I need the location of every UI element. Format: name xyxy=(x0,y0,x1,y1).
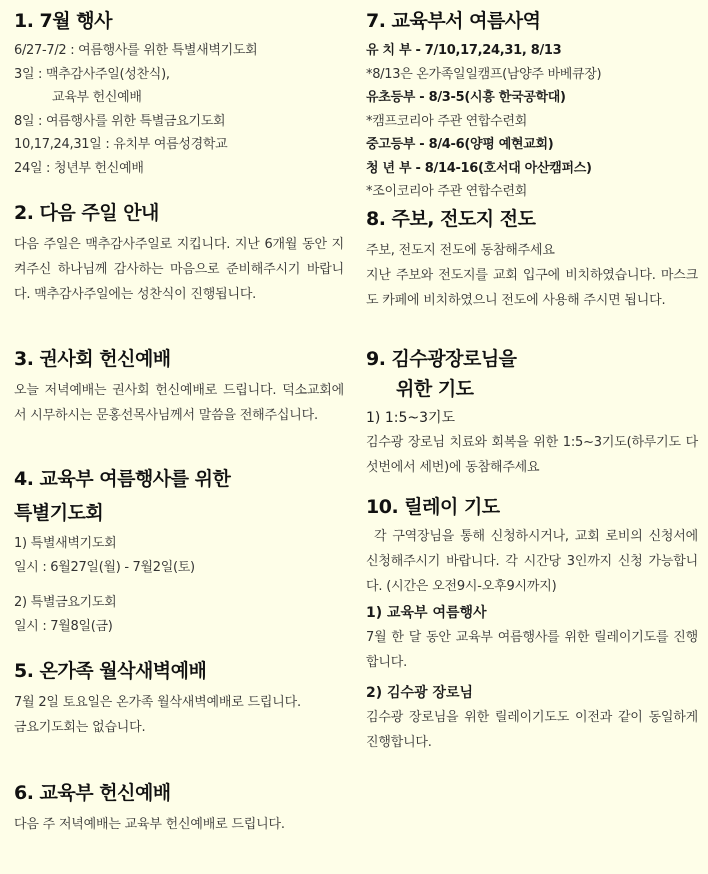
section-title: 2. 다음 주일 안내 xyxy=(14,202,159,224)
prayer-item-date: 일시 : 7월8일(금) xyxy=(14,618,113,634)
section-title: 1. 7월 행사 xyxy=(14,10,112,32)
prayer-item-label: 1) 특별새벽기도회 xyxy=(14,536,117,551)
section-title-continued: 위한 기도 xyxy=(396,378,474,400)
section-dawn-service xyxy=(14,658,344,740)
section-body: 김수광 장로님을 위한 릴레이기도도 이전과 같이 동일하게 진행합니다. xyxy=(366,710,698,750)
event-line: 3일 : 맥추감사주일(성찬식), xyxy=(14,66,170,82)
section-special-prayer xyxy=(14,466,344,638)
ministry-note: *캠프코리아 주관 연합수련회 xyxy=(366,113,527,129)
section-body: 7월 한 달 동안 교육부 여름행사를 위한 릴레이기도를 진행합니다. xyxy=(366,630,698,670)
ministry-note: *8/13은 온가족일일캠프(남양주 바베큐장) xyxy=(366,66,602,82)
ministry-line: 유 치 부 - 7/10,17,24,31, 8/13 xyxy=(366,43,562,58)
section-body: 각 구역장님을 통해 신청하시거나, 교회 로비의 신청서에 신청해주시기 바랍니다. 각 시간당 3인까지 신청 가능합니다. (시간은 오전9시-오후9시까지) xyxy=(366,529,698,594)
prayer-item-date: 일시 : 6월27일(월) - 7월2일(토) xyxy=(14,559,195,575)
ministry-note: *조이코리아 주관 연합수련회 xyxy=(366,184,527,199)
section-title: 10. 릴레이 기도 xyxy=(366,496,500,518)
section-evangelism xyxy=(366,206,698,313)
subsection-title: 1) 1:5~3기도 xyxy=(366,410,456,426)
subsection-title: 1) 교육부 여름행사 xyxy=(366,605,487,621)
event-line: 10,17,24,31일 : 유치부 여름성경학교 xyxy=(14,137,228,152)
ministry-line: 유초등부 - 8/3-5(시흥 한국공학대) xyxy=(366,90,566,105)
section-body: 7월 2일 토요일은 온가족 월삭새벽예배로 드립니다. xyxy=(14,695,301,710)
section-education-service xyxy=(14,780,344,837)
section-body: 김수광 장로님 치료와 회복을 위한 1:5~3기도(하루기도 다섯번에서 세번)에 동참해주세요 xyxy=(366,435,698,475)
event-line: 교육부 헌신예배 xyxy=(52,90,142,105)
section-title: 6. 교육부 헌신예배 xyxy=(14,782,171,804)
prayer-item-label: 2) 특별금요기도회 xyxy=(14,595,117,610)
subsection-title: 2) 김수광 장로님 xyxy=(366,685,474,701)
event-line: 24일 : 청년부 헌신예배 xyxy=(14,160,144,176)
section-body: 주보, 전도지 전도에 동참해주세요 xyxy=(366,243,555,258)
event-line: 8일 : 여름행사를 위한 특별금요기도회 xyxy=(14,113,226,129)
section-relay-prayer xyxy=(366,494,698,755)
section-title: 5. 온가족 월삭새벽예배 xyxy=(14,660,207,682)
section-title: 7. 교육부서 여름사역 xyxy=(366,10,541,32)
section-title: 8. 주보, 전도지 전도 xyxy=(366,208,536,230)
section-body: 다음 주일은 맥추감사주일로 지킵니다. 지난 6개월 동안 지켜주신 하나님께 감사하는 마음으로 준비해주시기 바랍니다. 맥추감사주일에는 성찬식이 진행됩니다. xyxy=(14,237,344,302)
section-body: 금요기도회는 없습니다. xyxy=(14,720,146,735)
section-title-continued: 특별기도회 xyxy=(14,502,104,524)
section-body: 지난 주보와 전도지를 교회 입구에 비치하였습니다. 마스크도 카페에 비치하였으니 전도에 사용해 주시면 됩니다. xyxy=(366,268,698,308)
section-elder-prayer xyxy=(366,346,698,480)
section-next-sunday xyxy=(14,200,344,307)
event-line: 6/27-7/2 : 여름행사를 위한 특별새벽기도회 xyxy=(14,43,258,58)
ministry-line: 청 년 부 - 8/14-16(호서대 아산캠퍼스) xyxy=(366,160,592,176)
section-title: 9. 김수광장로님을 xyxy=(366,348,517,370)
section-summer-ministry xyxy=(366,8,698,204)
section-title: 4. 교육부 여름행사를 위한 xyxy=(14,468,231,490)
section-body: 다음 주 저녁예배는 교육부 헌신예배로 드립니다. xyxy=(14,817,285,832)
section-body: 오늘 저녁예배는 권사회 헌신예배로 드립니다. 덕소교회에서 시무하시는 문홍선목사님께서 말씀을 전해주십니다. xyxy=(14,383,344,423)
ministry-line: 중고등부 - 8/4-6(양평 예현교회) xyxy=(366,137,554,152)
section-title: 3. 권사회 헌신예배 xyxy=(14,348,171,370)
section-july-events xyxy=(14,8,344,180)
section-deaconess-service xyxy=(14,346,344,428)
